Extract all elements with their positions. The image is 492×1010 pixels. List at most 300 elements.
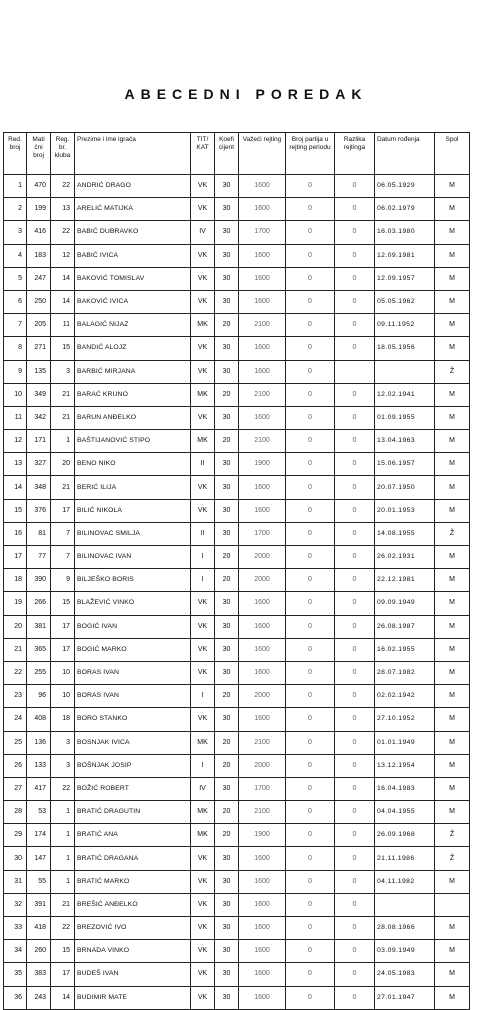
cell-rank: 5	[4, 267, 27, 290]
cell-rating: 2100	[239, 731, 286, 754]
cell-coefficient: 30	[215, 615, 239, 638]
cell-birth-date: 26.08.1987	[375, 615, 435, 638]
cell-player-name: BLAŽEVIĆ VINKO	[75, 592, 191, 615]
cell-sex: M	[435, 986, 470, 1009]
cell-rating-diff: 0	[335, 221, 375, 244]
cell-rank: 6	[4, 290, 27, 313]
cell-rank: 2	[4, 198, 27, 221]
col-header-player-name: Prezime i ime igrača	[75, 133, 191, 175]
cell-rating-diff: 0	[335, 337, 375, 360]
cell-games: 0	[286, 175, 335, 198]
cell-rank: 3	[4, 221, 27, 244]
cell-games: 0	[286, 267, 335, 290]
cell-rating: 2000	[239, 546, 286, 569]
table-row	[4, 314, 470, 337]
cell-rating-diff: 0	[335, 986, 375, 1009]
cell-player-name: BOGIĆ MARKO	[75, 638, 191, 661]
cell-rating: 1600	[239, 198, 286, 221]
cell-rank: 13	[4, 453, 27, 476]
cell-coefficient: 30	[215, 917, 239, 940]
cell-birth-date: 20.01.1953	[375, 499, 435, 522]
cell-club-number: 10	[51, 661, 75, 684]
table-row	[4, 453, 470, 476]
cell-sex: M	[435, 290, 470, 313]
cell-sex: M	[435, 777, 470, 800]
cell-coefficient: 30	[215, 406, 239, 429]
col-header-coefficient: Koefi cijent	[215, 133, 239, 175]
cell-player-name: BRATIĆ DRAGUTIN	[75, 801, 191, 824]
cell-title: I	[191, 546, 215, 569]
cell-rating-diff: 0	[335, 499, 375, 522]
cell-rank: 11	[4, 406, 27, 429]
cell-player-name: BARBIĆ MIRJANA	[75, 360, 191, 383]
cell-club-number: 15	[51, 337, 75, 360]
cell-reg-number: 255	[27, 661, 51, 684]
table-row	[4, 221, 470, 244]
cell-rating: 2100	[239, 430, 286, 453]
cell-rating-diff: 0	[335, 847, 375, 870]
col-header-club-number: Reg. br. kluba	[51, 133, 75, 175]
cell-sex: M	[435, 430, 470, 453]
cell-rank: 34	[4, 940, 27, 963]
cell-rating-diff: 0	[335, 244, 375, 267]
cell-player-name: BAKOVIĆ IVICA	[75, 290, 191, 313]
cell-birth-date: 26.02.1931	[375, 546, 435, 569]
cell-coefficient: 30	[215, 870, 239, 893]
cell-sex: M	[435, 337, 470, 360]
cell-birth-date: 04.11.1982	[375, 870, 435, 893]
cell-club-number: 1	[51, 430, 75, 453]
cell-rating-diff: 0	[335, 638, 375, 661]
cell-sex: Ž	[435, 847, 470, 870]
cell-birth-date: 18.05.1956	[375, 337, 435, 360]
cell-birth-date: 15.06.1957	[375, 453, 435, 476]
cell-rating: 2100	[239, 314, 286, 337]
cell-player-name: BREŠIĆ ANĐELKO	[75, 893, 191, 916]
cell-player-name: ARELIĆ MATIJKA	[75, 198, 191, 221]
cell-reg-number: 390	[27, 569, 51, 592]
cell-rating-diff: 0	[335, 801, 375, 824]
cell-reg-number: 243	[27, 986, 51, 1009]
cell-birth-date: 09.11.1952	[375, 314, 435, 337]
cell-rating-diff: 0	[335, 198, 375, 221]
cell-sex: M	[435, 940, 470, 963]
cell-sex: M	[435, 685, 470, 708]
cell-rating: 2000	[239, 685, 286, 708]
cell-rating: 1600	[239, 940, 286, 963]
cell-reg-number: 81	[27, 522, 51, 545]
cell-club-number: 3	[51, 731, 75, 754]
table-row	[4, 870, 470, 893]
cell-coefficient: 20	[215, 685, 239, 708]
cell-birth-date: 26.09.1968	[375, 824, 435, 847]
cell-rating: 2100	[239, 383, 286, 406]
cell-player-name: BORAS IVAN	[75, 685, 191, 708]
cell-birth-date: 12.09.1981	[375, 244, 435, 267]
cell-reg-number: 135	[27, 360, 51, 383]
cell-coefficient: 20	[215, 430, 239, 453]
cell-rank: 26	[4, 754, 27, 777]
cell-rating-diff: 0	[335, 430, 375, 453]
cell-rating-diff: 0	[335, 940, 375, 963]
cell-reg-number: 327	[27, 453, 51, 476]
cell-games: 0	[286, 569, 335, 592]
cell-player-name: BUDEŠ IVAN	[75, 963, 191, 986]
cell-title: VK	[191, 592, 215, 615]
cell-sex: M	[435, 731, 470, 754]
cell-sex: M	[435, 383, 470, 406]
cell-player-name: BILINOVAC IVAN	[75, 546, 191, 569]
cell-sex	[435, 893, 470, 916]
cell-title: VK	[191, 267, 215, 290]
cell-sex: Ž	[435, 824, 470, 847]
cell-rating-diff: 0	[335, 963, 375, 986]
cell-reg-number: 96	[27, 685, 51, 708]
cell-coefficient: 30	[215, 893, 239, 916]
cell-sex: M	[435, 314, 470, 337]
cell-title: VK	[191, 198, 215, 221]
cell-games: 0	[286, 777, 335, 800]
cell-rating-diff: 0	[335, 592, 375, 615]
cell-games: 0	[286, 917, 335, 940]
cell-rating: 1700	[239, 522, 286, 545]
cell-rank: 21	[4, 638, 27, 661]
cell-reg-number: 250	[27, 290, 51, 313]
cell-player-name: BILJEŠKO BORIS	[75, 569, 191, 592]
cell-rank: 18	[4, 569, 27, 592]
cell-reg-number: 417	[27, 777, 51, 800]
cell-rating-diff: 0	[335, 314, 375, 337]
cell-coefficient: 20	[215, 383, 239, 406]
cell-reg-number: 247	[27, 267, 51, 290]
cell-rating-diff: 0	[335, 777, 375, 800]
cell-rating-diff: 0	[335, 522, 375, 545]
cell-player-name: BRATIĆ DRAGANA	[75, 847, 191, 870]
cell-games: 0	[286, 244, 335, 267]
cell-rating: 1600	[239, 499, 286, 522]
cell-player-name: BRATIĆ MARKO	[75, 870, 191, 893]
cell-sex: M	[435, 453, 470, 476]
cell-games: 0	[286, 546, 335, 569]
cell-coefficient: 30	[215, 290, 239, 313]
cell-coefficient: 30	[215, 453, 239, 476]
cell-title: VK	[191, 615, 215, 638]
cell-title: VK	[191, 244, 215, 267]
cell-rating: 1600	[239, 917, 286, 940]
cell-birth-date	[375, 893, 435, 916]
cell-rank: 33	[4, 917, 27, 940]
cell-reg-number: 416	[27, 221, 51, 244]
cell-rank: 36	[4, 986, 27, 1009]
cell-games: 0	[286, 615, 335, 638]
cell-club-number: 18	[51, 708, 75, 731]
cell-rating: 1600	[239, 360, 286, 383]
cell-coefficient: 20	[215, 754, 239, 777]
cell-club-number: 12	[51, 244, 75, 267]
cell-rating-diff: 0	[335, 917, 375, 940]
cell-games: 0	[286, 198, 335, 221]
cell-club-number: 21	[51, 406, 75, 429]
cell-birth-date: 02.02.1942	[375, 685, 435, 708]
cell-rating: 1900	[239, 824, 286, 847]
cell-sex: Ž	[435, 360, 470, 383]
cell-birth-date: 04.04.1955	[375, 801, 435, 824]
cell-rating-diff: 0	[335, 175, 375, 198]
table-row	[4, 708, 470, 731]
cell-reg-number: 365	[27, 638, 51, 661]
table-row	[4, 986, 470, 1009]
cell-games: 0	[286, 592, 335, 615]
col-header-title: TIT/ KAT	[191, 133, 215, 175]
cell-player-name: BANDIĆ ALOJZ	[75, 337, 191, 360]
table-row	[4, 383, 470, 406]
cell-title: VK	[191, 476, 215, 499]
cell-club-number: 14	[51, 267, 75, 290]
cell-reg-number: 408	[27, 708, 51, 731]
cell-title: II	[191, 453, 215, 476]
cell-club-number: 14	[51, 290, 75, 313]
cell-rank: 31	[4, 870, 27, 893]
cell-sex: M	[435, 476, 470, 499]
cell-title: VK	[191, 661, 215, 684]
cell-club-number: 22	[51, 777, 75, 800]
cell-coefficient: 30	[215, 708, 239, 731]
cell-games: 0	[286, 638, 335, 661]
cell-rating-diff: 0	[335, 661, 375, 684]
cell-title: VK	[191, 290, 215, 313]
table-row	[4, 592, 470, 615]
cell-games: 0	[286, 685, 335, 708]
cell-reg-number: 381	[27, 615, 51, 638]
cell-club-number: 22	[51, 175, 75, 198]
cell-rating: 1600	[239, 267, 286, 290]
cell-rating: 1700	[239, 777, 286, 800]
cell-title: II	[191, 522, 215, 545]
cell-coefficient: 30	[215, 175, 239, 198]
cell-sex: M	[435, 175, 470, 198]
table-row	[4, 522, 470, 545]
cell-club-number: 20	[51, 453, 75, 476]
cell-birth-date: 03.09.1949	[375, 940, 435, 963]
table-row	[4, 754, 470, 777]
cell-title: VK	[191, 986, 215, 1009]
cell-reg-number: 348	[27, 476, 51, 499]
cell-player-name: BABIĆ IVICA	[75, 244, 191, 267]
cell-coefficient: 30	[215, 847, 239, 870]
cell-reg-number: 53	[27, 801, 51, 824]
table-row	[4, 499, 470, 522]
cell-club-number: 11	[51, 314, 75, 337]
cell-rating: 2000	[239, 569, 286, 592]
cell-club-number: 22	[51, 917, 75, 940]
cell-title: VK	[191, 708, 215, 731]
cell-sex: M	[435, 499, 470, 522]
cell-club-number: 7	[51, 546, 75, 569]
cell-coefficient: 30	[215, 337, 239, 360]
cell-birth-date: 09.09.1949	[375, 592, 435, 615]
cell-coefficient: 20	[215, 569, 239, 592]
cell-birth-date: 01.01.1949	[375, 731, 435, 754]
cell-rank: 25	[4, 731, 27, 754]
cell-sex: M	[435, 267, 470, 290]
cell-birth-date: 24.05.1983	[375, 963, 435, 986]
cell-rating: 2100	[239, 801, 286, 824]
cell-birth-date: 12.09.1957	[375, 267, 435, 290]
cell-rank: 8	[4, 337, 27, 360]
cell-birth-date: 22.12.1981	[375, 569, 435, 592]
table-row	[4, 290, 470, 313]
cell-coefficient: 30	[215, 244, 239, 267]
cell-coefficient: 30	[215, 963, 239, 986]
cell-rating: 1700	[239, 221, 286, 244]
cell-coefficient: 30	[215, 986, 239, 1009]
cell-club-number: 21	[51, 383, 75, 406]
cell-rating: 1600	[239, 847, 286, 870]
cell-player-name: BORAS IVAN	[75, 661, 191, 684]
cell-birth-date: 27.10.1952	[375, 708, 435, 731]
cell-reg-number: 147	[27, 847, 51, 870]
cell-reg-number: 260	[27, 940, 51, 963]
cell-player-name: BENO NIKO	[75, 453, 191, 476]
cell-player-name: BOGIĆ IVAN	[75, 615, 191, 638]
cell-rating: 1600	[239, 290, 286, 313]
cell-rating-diff: 0	[335, 406, 375, 429]
cell-coefficient: 20	[215, 546, 239, 569]
cell-coefficient: 30	[215, 592, 239, 615]
table-row	[4, 824, 470, 847]
cell-reg-number: 174	[27, 824, 51, 847]
cell-rank: 23	[4, 685, 27, 708]
table-row	[4, 476, 470, 499]
cell-rank: 4	[4, 244, 27, 267]
cell-sex: M	[435, 221, 470, 244]
cell-club-number: 9	[51, 569, 75, 592]
cell-rating: 1600	[239, 592, 286, 615]
cell-player-name: BALAGIĆ NIJAZ	[75, 314, 191, 337]
cell-rating: 1600	[239, 870, 286, 893]
cell-sex: M	[435, 870, 470, 893]
cell-reg-number: 199	[27, 198, 51, 221]
cell-birth-date: 12.02.1941	[375, 383, 435, 406]
cell-sex: M	[435, 406, 470, 429]
cell-rank: 35	[4, 963, 27, 986]
cell-rank: 10	[4, 383, 27, 406]
table-row	[4, 638, 470, 661]
cell-player-name: ANDRIĆ DRAGO	[75, 175, 191, 198]
cell-birth-date: 06.02.1979	[375, 198, 435, 221]
cell-rating: 1600	[239, 337, 286, 360]
cell-club-number: 17	[51, 615, 75, 638]
cell-club-number: 17	[51, 638, 75, 661]
col-header-rating: Važeći rejting	[239, 133, 286, 175]
cell-rating: 1600	[239, 244, 286, 267]
cell-title: I	[191, 569, 215, 592]
cell-player-name: BUDIMIR MATE	[75, 986, 191, 1009]
cell-reg-number: 55	[27, 870, 51, 893]
cell-club-number: 14	[51, 986, 75, 1009]
cell-player-name: BERIĆ ILIJA	[75, 476, 191, 499]
cell-coefficient: 30	[215, 221, 239, 244]
table-row	[4, 198, 470, 221]
cell-club-number: 1	[51, 870, 75, 893]
col-header-games: Broj partija u rejting periodu	[286, 133, 335, 175]
cell-sex: M	[435, 244, 470, 267]
cell-rank: 29	[4, 824, 27, 847]
cell-birth-date: 28.07.1982	[375, 661, 435, 684]
ranking-table	[3, 132, 470, 1010]
cell-title: MK	[191, 430, 215, 453]
cell-reg-number: 133	[27, 754, 51, 777]
cell-rating: 1600	[239, 708, 286, 731]
table-row	[4, 569, 470, 592]
cell-player-name: BOŠNJAK JOSIP	[75, 754, 191, 777]
cell-games: 0	[286, 661, 335, 684]
cell-rating: 1900	[239, 453, 286, 476]
cell-coefficient: 30	[215, 198, 239, 221]
cell-rank: 15	[4, 499, 27, 522]
cell-title: VK	[191, 175, 215, 198]
cell-games: 0	[286, 360, 335, 383]
cell-club-number: 1	[51, 847, 75, 870]
cell-coefficient: 30	[215, 360, 239, 383]
cell-rating-diff: 0	[335, 615, 375, 638]
cell-coefficient: 30	[215, 777, 239, 800]
table-row	[4, 244, 470, 267]
cell-coefficient: 20	[215, 731, 239, 754]
cell-club-number: 15	[51, 592, 75, 615]
cell-title: VK	[191, 337, 215, 360]
cell-title: I	[191, 754, 215, 777]
cell-rating: 1600	[239, 893, 286, 916]
table-row	[4, 917, 470, 940]
cell-sex: M	[435, 708, 470, 731]
cell-birth-date: 16.03.1980	[375, 221, 435, 244]
cell-rating-diff: 0	[335, 546, 375, 569]
cell-birth-date: 20.07.1950	[375, 476, 435, 499]
cell-rating: 1600	[239, 661, 286, 684]
cell-sex: Ž	[435, 522, 470, 545]
col-header-rating-diff: Razlika rejtinga	[335, 133, 375, 175]
cell-birth-date: 16.04.1983	[375, 777, 435, 800]
table-row	[4, 661, 470, 684]
cell-reg-number: 266	[27, 592, 51, 615]
table-row	[4, 267, 470, 290]
cell-player-name: BRATIĆ ANA	[75, 824, 191, 847]
cell-games: 0	[286, 870, 335, 893]
cell-rank: 7	[4, 314, 27, 337]
cell-title: VK	[191, 847, 215, 870]
cell-reg-number: 205	[27, 314, 51, 337]
cell-club-number: 17	[51, 499, 75, 522]
cell-reg-number: 136	[27, 731, 51, 754]
cell-games: 0	[286, 801, 335, 824]
cell-games: 0	[286, 824, 335, 847]
cell-birth-date: 13.12.1954	[375, 754, 435, 777]
cell-rank: 1	[4, 175, 27, 198]
cell-player-name: BILINOVAC SMILJA	[75, 522, 191, 545]
cell-rank: 22	[4, 661, 27, 684]
table-row	[4, 406, 470, 429]
cell-sex: M	[435, 917, 470, 940]
cell-rating-diff: 0	[335, 708, 375, 731]
cell-title: MK	[191, 314, 215, 337]
cell-player-name: BORO STANKO	[75, 708, 191, 731]
cell-birth-date: 01.09.1955	[375, 406, 435, 429]
cell-rating: 1600	[239, 963, 286, 986]
table-row	[4, 360, 470, 383]
cell-games: 0	[286, 963, 335, 986]
cell-games: 0	[286, 476, 335, 499]
